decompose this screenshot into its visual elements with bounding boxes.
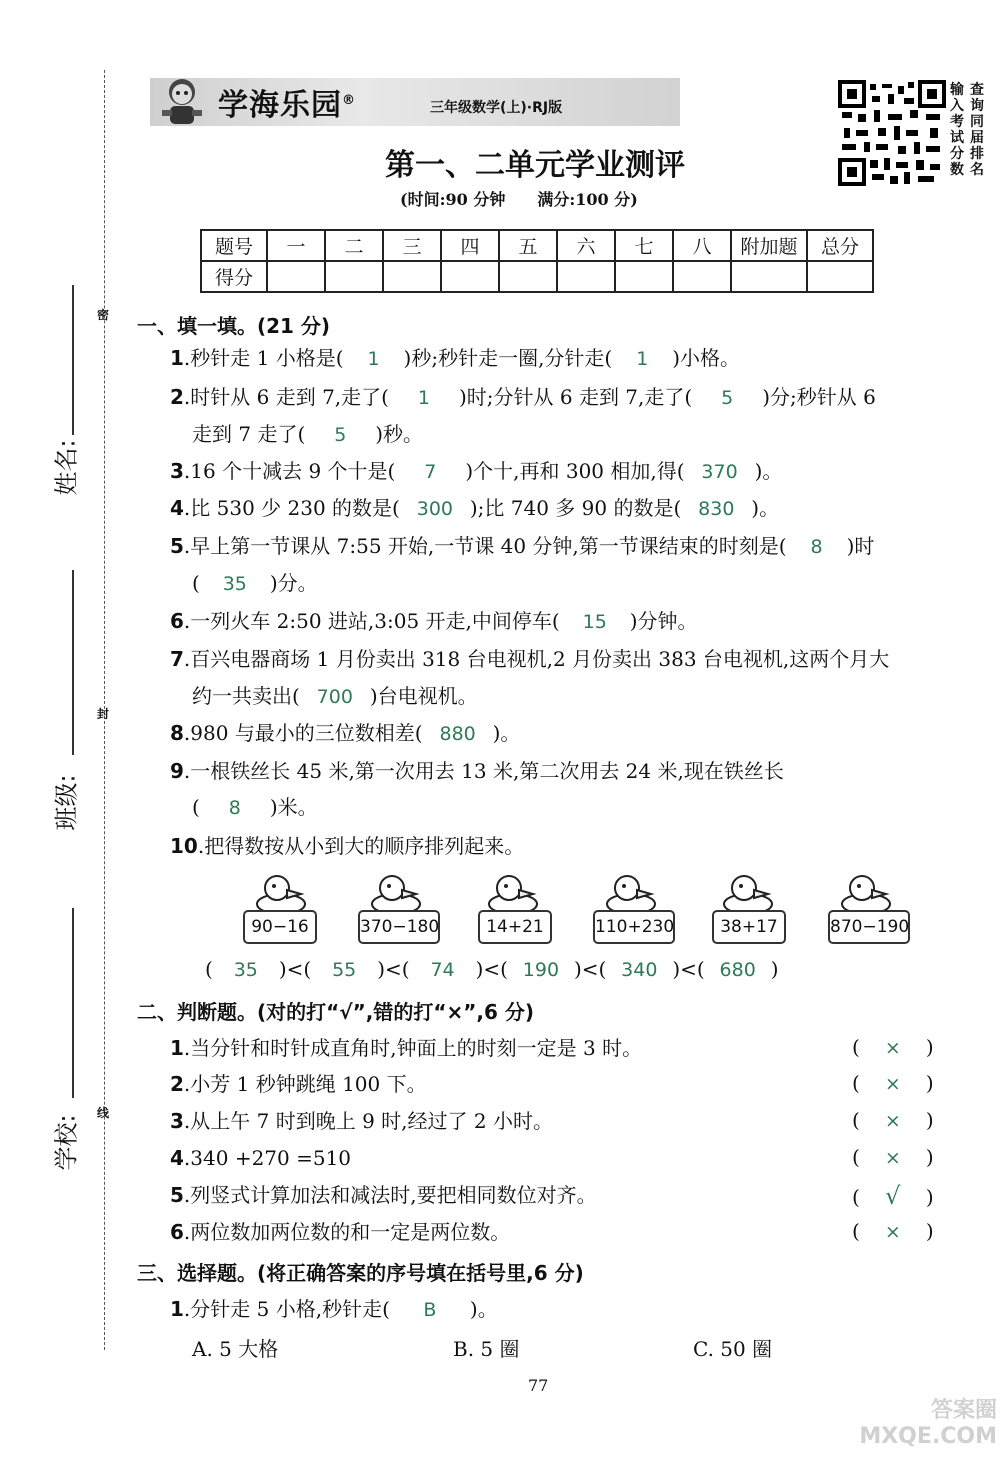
score-header: 五	[499, 230, 557, 261]
score-table	[200, 229, 874, 293]
judge-answer[interactable]: ( × )	[852, 1035, 934, 1059]
answer-blank[interactable]: 1	[367, 348, 380, 370]
judge-answer[interactable]: ( √ )	[852, 1182, 934, 1210]
name-line	[72, 285, 74, 435]
score-cell[interactable]	[383, 261, 441, 292]
ordering-row: ( 35 )<( 55 )<( 74 )<( 190 )<( 340 )<( 680 )	[205, 957, 779, 981]
expression-card: 90−16	[243, 910, 317, 944]
score-header: 二	[325, 230, 383, 261]
order-answer[interactable]: 55	[332, 959, 357, 981]
class-line	[72, 570, 74, 755]
score-header: 附加题	[731, 230, 807, 261]
brand-logo: 学海乐园®	[218, 88, 356, 123]
score-header: 三	[383, 230, 441, 261]
score-header: 四	[441, 230, 499, 261]
score-cell[interactable]	[807, 261, 873, 292]
answer-blank[interactable]: 7	[424, 461, 437, 483]
school-label: 学校:	[52, 1114, 81, 1171]
answer-blank[interactable]: 830	[698, 498, 735, 520]
answer-blank[interactable]: 1	[636, 348, 649, 370]
section3-heading: 三、选择题。(将正确答案的序号填在括号里,6 分)	[137, 1261, 584, 1285]
question-5: 5.早上第一节课从 7:55 开始,一节课 40 分钟,第一节课结束的时刻是( 8 )时	[170, 534, 875, 558]
question-2: 2.时针从 6 走到 7,走了( 1 )时;分针从 6 走到 7,走了( 5 )分;秒针从 6	[170, 385, 876, 409]
expression-card: 870−190	[828, 910, 910, 944]
qr-caption-1: 输入考试分数	[950, 82, 964, 178]
score-header: 七	[615, 230, 673, 261]
score-cell[interactable]	[731, 261, 807, 292]
choice-option-b[interactable]: B. 5 圈	[453, 1337, 520, 1361]
answer-blank[interactable]: 8	[228, 797, 241, 819]
duck-icon	[370, 872, 426, 914]
score-cell[interactable]	[615, 261, 673, 292]
cut-mark-seal: 密	[97, 308, 110, 322]
score-header: 总分	[807, 230, 873, 261]
question-1: 1.秒针走 1 小格是( 1 )秒;秒针走一圈,分针走( 1 )小格。	[170, 346, 741, 370]
score-header: 题号	[201, 230, 267, 261]
answer-blank[interactable]: 5	[721, 387, 734, 409]
page-title: 第一、二单元学业测评	[385, 148, 685, 183]
expression-card: 370−180	[358, 910, 440, 944]
question-6: 6.一列火车 2:50 进站,3:05 开走,中间停车( 15 )分钟。	[170, 609, 698, 633]
choice-option-a[interactable]: A. 5 大格	[192, 1337, 279, 1361]
answer-blank[interactable]: 35	[222, 573, 247, 595]
order-answer[interactable]: 35	[233, 959, 258, 981]
duck-icon	[840, 872, 896, 914]
cut-mark-seal: 封	[97, 707, 110, 721]
answer-blank[interactable]: 1	[417, 387, 431, 409]
order-answer[interactable]: 680	[719, 959, 756, 981]
question-4: 4.比 530 少 230 的数是( 300 );比 740 多 90 的数是( 830 )。	[170, 496, 780, 520]
judge-item: 5.列竖式计算加法和减法时,要把相同数位对齐。	[170, 1183, 597, 1207]
judge-answer[interactable]: ( × )	[852, 1108, 934, 1132]
score-header: 六	[557, 230, 615, 261]
question-7-cont: 约一共卖出( 700 )台电视机。	[192, 684, 478, 708]
section2-heading: 二、判断题。(对的打“√”,错的打“×”,6 分)	[137, 1000, 535, 1024]
section1-heading: 一、填一填。(21 分)	[137, 314, 331, 338]
duck-icon	[605, 872, 661, 914]
judge-item: 6.两位数加两位数的和一定是两位数。	[170, 1220, 511, 1244]
judge-answer[interactable]: ( × )	[852, 1219, 934, 1243]
question-7: 7.百兴电器商场 1 月份卖出 318 台电视机,2 月份卖出 383 台电视机,这两个月大	[170, 647, 890, 671]
order-answer[interactable]: 340	[621, 959, 658, 981]
judge-item: 2.小芳 1 秒钟跳绳 100 下。	[170, 1072, 427, 1096]
order-answer[interactable]: 74	[430, 959, 455, 981]
qr-code-icon	[838, 80, 946, 186]
cut-mark-line: 线	[97, 1106, 110, 1120]
score-header: 八	[673, 230, 731, 261]
judge-answer[interactable]: ( × )	[852, 1071, 934, 1095]
page-number: 77	[528, 1376, 549, 1395]
answer-blank[interactable]: 370	[701, 461, 738, 483]
answer-blank[interactable]: 700	[316, 686, 353, 708]
judge-answer[interactable]: ( × )	[852, 1145, 934, 1169]
score-cell[interactable]	[673, 261, 731, 292]
question-10: 10.把得数按从小到大的顺序排列起来。	[170, 834, 525, 858]
exam-subtitle: (时间:90 分钟 满分:100 分)	[400, 190, 638, 209]
choice-option-c[interactable]: C. 50 圈	[693, 1337, 773, 1361]
question-2-cont: 走到 7 走了( 5 )秒。	[192, 422, 424, 446]
question-9: 9.一根铁丝长 45 米,第一次用去 13 米,第二次用去 24 米,现在铁丝长	[170, 759, 784, 783]
expression-card: 38+17	[712, 910, 786, 944]
judge-item: 3.从上午 7 时到晚上 9 时,经过了 2 小时。	[170, 1109, 553, 1133]
class-label: 班级:	[52, 774, 81, 831]
judge-item: 4.340 +270 =510	[170, 1146, 352, 1170]
answer-blank[interactable]: 880	[439, 723, 476, 745]
expression-card: 110+230	[593, 910, 675, 944]
choice-question-1: 1.分针走 5 小格,秒针走( B )。	[170, 1297, 498, 1321]
score-cell[interactable]	[267, 261, 325, 292]
school-line	[72, 908, 74, 1098]
question-8: 8.980 与最小的三位数相差( 880 )。	[170, 721, 521, 745]
judge-item: 1.当分针和时针成直角时,钟面上的时刻一定是 3 时。	[170, 1036, 643, 1060]
score-cell[interactable]	[499, 261, 557, 292]
question-5-cont: ( 35 )分。	[192, 571, 318, 595]
question-9-cont: ( 8 )米。	[192, 795, 318, 819]
mascot-icon	[152, 74, 212, 130]
duck-icon	[487, 872, 543, 914]
score-header: 一	[267, 230, 325, 261]
book-title: 三年级数学(上)·RJ版	[430, 100, 563, 116]
duck-icon	[722, 872, 778, 914]
score-cell[interactable]	[325, 261, 383, 292]
answer-blank[interactable]: 5	[334, 424, 347, 446]
score-row-label: 得分	[201, 261, 267, 292]
answer-blank[interactable]: 15	[582, 611, 607, 633]
watermark: 答案圈 MXQE.COM	[859, 1398, 997, 1449]
answer-blank[interactable]: 300	[416, 498, 453, 520]
score-cell[interactable]	[441, 261, 499, 292]
expression-card: 14+21	[478, 910, 552, 944]
duck-icon	[255, 872, 311, 914]
score-cell[interactable]	[557, 261, 615, 292]
order-answer[interactable]: 190	[522, 959, 560, 981]
name-label: 姓名:	[52, 439, 81, 496]
qr-caption-2: 查询同届排名	[970, 82, 984, 178]
question-3: 3.16 个十减去 9 个十是( 7 )个十,再和 300 相加,得( 370 )。	[170, 459, 783, 483]
answer-blank[interactable]: 8	[810, 536, 823, 558]
answer-blank[interactable]: B	[423, 1299, 437, 1321]
